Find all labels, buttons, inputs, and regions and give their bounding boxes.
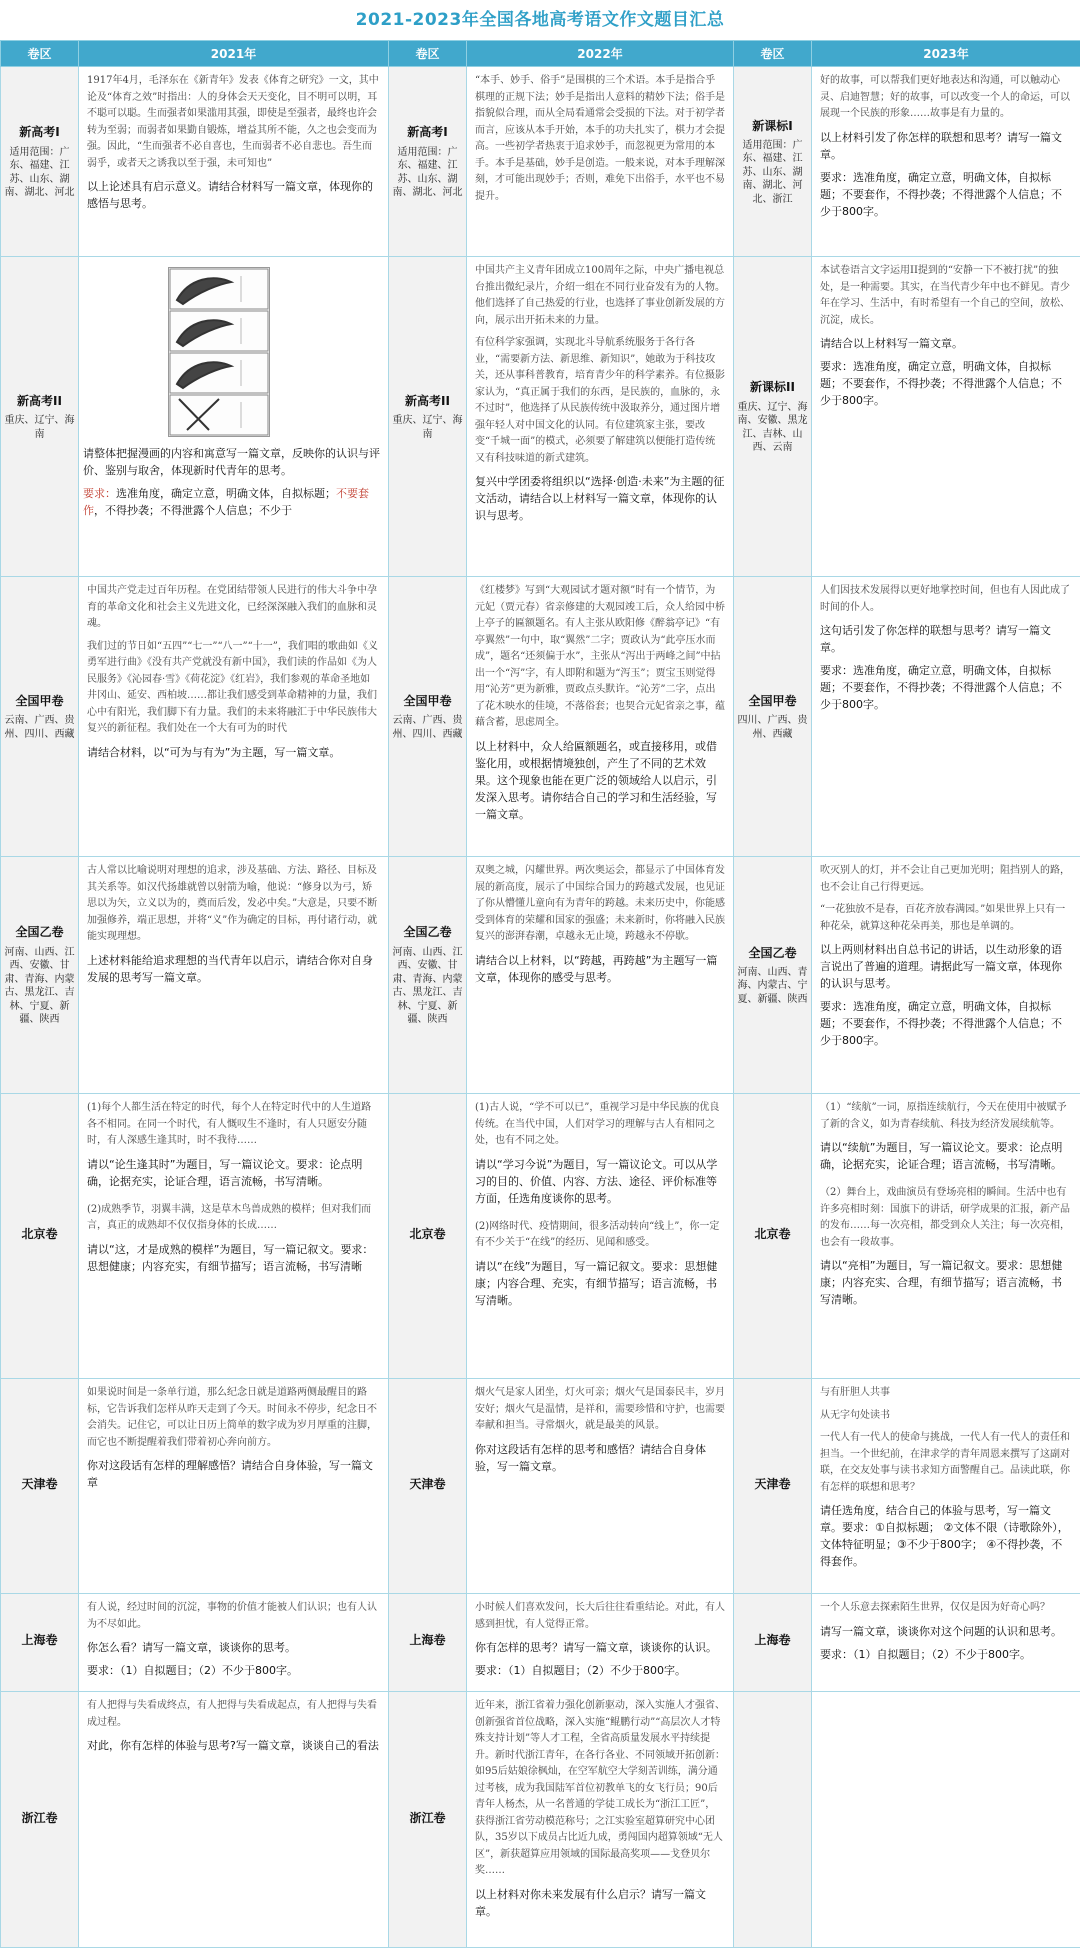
region-cell	[389, 577, 467, 857]
prompt-instruction: 你有怎样的思考？请写一篇文章，谈谈你的认识。	[475, 1639, 725, 1656]
prompt-instruction: 请以“在线”为题目，写一篇记叙文。要求：思想健康；内容合理、充实，有细节描写；语言流畅，书写清晰。	[475, 1258, 725, 1309]
region-cell	[1, 1594, 79, 1692]
prompt-material: 人们因技术发展得以更好地掌控时间，但也有人因此成了时间的仆人。	[820, 583, 1072, 616]
table-row	[1, 577, 1080, 857]
region-scope: 重庆、辽宁、海南、安徽、黑龙江、吉林、山西、云南	[737, 401, 808, 455]
prompt-cell-2022	[467, 1594, 734, 1692]
region-cell	[1, 257, 79, 577]
table-row	[1, 857, 1080, 1094]
region-scope: 云南、广西、贵州、四川、西藏	[392, 714, 463, 741]
region-scope: 河南、山西、江西、安徽、甘肃、青海、内蒙古、黑龙江、吉林、宁夏、新疆、陕西	[4, 946, 75, 1027]
prompt-cell-2023	[812, 1692, 1080, 1948]
prompt-cell-2022	[467, 257, 734, 577]
region-name: 上海卷	[4, 1631, 75, 1650]
prompt-instruction: 这句话引发了你怎样的联想与思考？请写一篇文章。	[820, 622, 1072, 656]
prompt-instruction: 要求：（1）自拟题目；（2）不少于800字。	[87, 1662, 380, 1679]
prompt-cell-2023	[812, 1094, 1080, 1379]
region-cell	[389, 857, 467, 1094]
comic-panels	[169, 268, 269, 436]
prompt-instruction: 要求：选准角度，确定立意，明确文体，自拟标题；不要套作，不得抄袭；不得泄露个人信息；不少于800字。	[820, 998, 1072, 1049]
col-header-2021: 2021年	[79, 41, 389, 67]
region-cell	[734, 1094, 812, 1379]
region-name: 北京卷	[4, 1225, 75, 1244]
prompt-material: (2)成熟季节，羽翼丰满，这是草木鸟兽成熟的模样；但对我们而言，真正的成熟却不仅仅指身体的长成……	[87, 1202, 380, 1235]
table-row	[1, 67, 1080, 257]
region-cell	[389, 1594, 467, 1692]
prompt-cell-2023	[812, 1594, 1080, 1692]
region-cell	[734, 1594, 812, 1692]
prompt-material: （2）舞台上，戏曲演员有登场亮相的瞬间。生活中也有许多亮相时刻：国旗下的讲话，研学成果的汇报，新产品的发布……每一次亮相，都受到众人关注；每一次亮相，也会有一段故事。	[820, 1185, 1072, 1251]
table-row	[1, 1379, 1080, 1594]
region-cell	[734, 67, 812, 257]
prompt-instruction: 要求：选准角度，确定立意，明确文体，自拟标题；不要套作，不得抄袭；不得泄露个人信息；不少于800字。	[820, 662, 1072, 713]
col-header-2022: 2022年	[467, 41, 734, 67]
prompt-material: (1)每个人都生活在特定的时代，每个人在特定时代中的人生道路各不相同。在同一个时代，有人慨叹生不逢时，有人只愿安分随时，有人深感生逢其时，时不我待……	[87, 1100, 380, 1150]
prompt-material: 中国共产党走过百年历程。在党团结带领人民进行的伟大斗争中孕育的革命文化和社会主义先进文化，已经深深融入我们的血脉和灵魂。	[87, 583, 380, 633]
prompt-material: 我们过的节日如“五四”“七一”“八一”“十一”，我们唱的歌曲如《义勇军进行曲》《没有共产党就没有新中国》，我们读的作品如《为人民服务》《沁园春·雪》《荷花淀》《红岩》，我们参观的革命圣地如井冈山、延安、西柏坡……都让我们感受到革命精神的力量，我们心中有阳光，我们脚下有力量。我们的未来将融汇于中华民族伟大复兴的新征程。我们处在一个大有可为的时代	[87, 639, 380, 738]
prompt-instruction: 请写一篇文章，谈谈你对这个问题的认识和思考。	[820, 1623, 1072, 1640]
prompt-cell-2022	[467, 1379, 734, 1594]
prompt-instruction: 你对这段话有怎样的理解感悟？请结合自身体验，写一篇文章	[87, 1457, 380, 1491]
prompt-material: 小时候人们喜欢发问，长大后往往看重结论。对此，有人感到担忧，有人觉得正常。	[475, 1600, 725, 1633]
requirement-label: 不要套作	[83, 487, 369, 517]
table-row	[1, 1094, 1080, 1379]
prompt-instruction: 请以“续航”为题目，写一篇议论文。要求：论点明确，论据充实，论证合理；语言流畅，书写清晰。	[820, 1139, 1072, 1173]
prompt-material: 双奥之城，闪耀世界。两次奥运会，都显示了中国体育发展的新高度，展示了中国综合国力的跨越式发展，也见证了你从懵懂儿童向有为青年的跨越。未来历史中，你能感受到体育的荣耀和国家的强盛；未来新时，你将融入民族复兴的澎湃春潮，卓越永无止境，跨越永不停歇。	[475, 863, 725, 946]
region-scope: 重庆、辽宁、海南	[4, 414, 75, 441]
table-row	[1, 257, 1080, 577]
prompt-material: 烟火气是家人团坐，灯火可亲；烟火气是国泰民丰，岁月安好；烟火气是温情，是祥和，需要珍惜和守护，也需要奉献和担当。寻常烟火，就是最美的风景。	[475, 1385, 725, 1435]
prompt-instruction: 请以“论生逢其时”为题目，写一篇议论文。要求：论点明确，论据充实，论证合理，语言流畅，书写清晰。	[87, 1156, 380, 1190]
region-cell	[1, 577, 79, 857]
page-title: 2021-2023年全国各地高考语文作文题目汇总	[0, 0, 1080, 40]
region-name: 全国乙卷	[4, 923, 75, 942]
region-name: 天津卷	[737, 1475, 808, 1494]
prompt-instruction: 以上论述具有启示意义。请结合材料写一篇文章，体现你的感悟与思考。	[87, 178, 380, 212]
prompt-instruction: 复兴中学团委将组织以“选择·创造·未来”为主题的征文活动，请结合以上材料写一篇文章，体现你的认识与思考。	[475, 473, 725, 524]
prompt-material: 从无字句处读书	[820, 1408, 1072, 1425]
region-name: 新课标I	[737, 117, 808, 136]
prompt-material: 中国共产主义青年团成立100周年之际，中央广播电视总台推出微纪录片，介绍一组在不同行业奋发有为的人物。他们选择了自己热爱的行业，也选择了事业创新发展的方向，展示出开拓未来的力量。	[475, 263, 725, 329]
table-row	[1, 1692, 1080, 1948]
prompt-instruction: 要求：选准角度，确定立意，明确文体，自拟标题；不要套作，不得抄袭；不得泄露个人信息；不少于800字。	[820, 358, 1072, 409]
prompt-material: 古人常以比喻说明对理想的追求，涉及基础、方法、路径、目标及其关系等。如汉代扬雄就曾以射箭为喻，他说：“修身以为弓，矫思以为矢，立义以为的，奠而后发，发必中矣。”大意是，只要不断加强修养，端正思想，并将“义”作为确定的目标，再付诸行动，就能实现理想。	[87, 863, 380, 946]
comic-illustration	[168, 267, 270, 437]
region-cell	[1, 67, 79, 257]
region-cell	[734, 1379, 812, 1594]
requirement-text: ，不得抄袭；不得泄露个人信息；不少于	[94, 504, 292, 517]
header-row	[1, 41, 1080, 67]
region-cell	[389, 67, 467, 257]
prompt-instruction: 请以“亮相”为题目，写一篇记叙文。要求：思想健康；内容充实、合理，有细节描写；语言流畅，书写清晰。	[820, 1257, 1072, 1308]
prompt-material: （1）“续航”一词，原指连续航行，今天在使用中被赋予了新的含义，如为青春续航、科技为经济发展续航等。	[820, 1100, 1072, 1133]
region-cell	[1, 1692, 79, 1948]
prompt-instruction: 要求：（1）自拟题目；（2）不少于800字。	[820, 1646, 1072, 1663]
prompt-cell-2022	[467, 67, 734, 257]
prompt-material: 有人说，经过时间的沉淀，事物的价值才能被人们认识；也有人认为不尽如此。	[87, 1600, 380, 1633]
region-cell	[1, 1094, 79, 1379]
prompt-cell-2023	[812, 67, 1080, 257]
prompt-material: (1)古人说，“学不可以已”，重视学习是中华民族的优良传统。在当代中国，人们对学习的理解与古人有相同之处，也有不同之处。	[475, 1100, 725, 1150]
prompt-cell-2021	[79, 857, 389, 1094]
prompt-cell-2022	[467, 857, 734, 1094]
prompt-cell-2021	[79, 67, 389, 257]
table-row	[1, 1594, 1080, 1692]
region-scope: 四川、广西、贵州、西藏	[737, 714, 808, 741]
region-name: 天津卷	[392, 1475, 463, 1494]
prompt-instruction: 要求：选准角度，确定立意，明确文体，自拟标题；不要套作，不得抄袭；不得泄露个人信息；不少于800字。	[820, 169, 1072, 220]
region-cell	[389, 1094, 467, 1379]
prompt-cell-2023	[812, 577, 1080, 857]
region-name: 全国甲卷	[4, 692, 75, 711]
prompt-instruction: 请结合材料，以“可为与有为”为主题，写一篇文章。	[87, 744, 380, 761]
prompt-instruction: 上述材料能给追求理想的当代青年以启示，请结合你对自身发展的思考写一篇文章。	[87, 952, 380, 986]
region-scope: 适用范围：广东、福建、江苏、山东、湖南、湖北、河北	[4, 146, 75, 200]
prompt-instruction: 以上两则材料出自总书记的讲话，以生动形象的语言说出了普遍的道理。请据此写一篇文章，体现你的认识与思考。	[820, 941, 1072, 992]
region-name: 天津卷	[4, 1475, 75, 1494]
region-name: 上海卷	[737, 1631, 808, 1650]
region-cell	[389, 257, 467, 577]
prompt-instruction: 请结合以上材料写一篇文章。	[820, 335, 1072, 352]
prompt-material: 一个人乐意去探索陌生世界，仅仅是因为好奇心吗？	[820, 1600, 1072, 1617]
region-name: 浙江卷	[392, 1809, 463, 1828]
prompt-material: 与有肝胆人共事	[820, 1385, 1072, 1402]
prompt-material: (2)网络时代、疫情期间，很多活动转向“线上”，你一定有不少关于“在线”的经历、见闻和感受。	[475, 1219, 725, 1252]
prompt-cell-2021	[79, 1692, 389, 1948]
prompt-instruction: 请结合以上材料，以“跨越，再跨越”为主题写一篇文章，体现你的感受与思考。	[475, 952, 725, 986]
prompt-cell-2021	[79, 257, 389, 577]
region-scope: 云南、广西、贵州、四川、西藏	[4, 714, 75, 741]
region-name: 新高考I	[392, 123, 463, 142]
prompt-cell-2021	[79, 1379, 389, 1594]
region-name: 新高考I	[4, 123, 75, 142]
prompt-cell-2021	[79, 577, 389, 857]
region-name: 新高考II	[392, 392, 463, 411]
prompt-material: 有位科学家强调，实现北斗导航系统服务于各行各业，“需要新方法、新思维、新知识”，她敢为于科技攻关，还从事科普教育，培育青少年的科学素养。有位摄影家认为，“真正属于我们的东西，是民族的，血脉的，永不过时”，他选择了从民族传统中汲取养分，通过图片增强年轻人对中国文化的认同。有位建筑家主张，要改变“千城一面”的模式，必须要了解建筑以便能打造传统又有科技味道的新式建筑。	[475, 335, 725, 467]
region-scope: 重庆、辽宁、海南	[392, 414, 463, 441]
region-name: 北京卷	[737, 1225, 808, 1244]
prompt-material: 有人把得与失看成终点，有人把得与失看成起点，有人把得与失看成过程。	[87, 1698, 380, 1731]
prompt-instruction: 请以“这，才是成熟的模样”为题目，写一篇记叙文。要求：思想健康；内容充实，有细节描写；语言流畅，书写清晰	[87, 1241, 380, 1275]
prompt-material: 好的故事，可以帮我们更好地表达和沟通，可以触动心灵、启迪智慧；好的故事，可以改变一个人的命运，可以展现一个民族的形象……故事是有力量的。	[820, 73, 1072, 123]
region-scope: 河南、山西、青海、内蒙古、宁夏、新疆、陕西	[737, 966, 808, 1007]
essay-table	[0, 40, 1080, 1948]
prompt-instruction: 要求：（1）自拟题目；（2）不少于800字。	[475, 1662, 725, 1679]
prompt-material: 本试卷语言文字运用II提到的“安静一下不被打扰”的独处，是一种需要。其实，在当代青少年中也不鲜见。青少年在学习、生活中，有时希望有一个自己的空间，放松、沉淀，成长。	[820, 263, 1072, 329]
prompt-instruction: 请整体把握漫画的内容和寓意写一篇文章，反映你的认识与评价、鉴别与取舍，体现新时代青年的思考。	[83, 445, 384, 479]
region-name: 北京卷	[392, 1225, 463, 1244]
col-header-2023: 2023年	[812, 41, 1080, 67]
region-name: 新课标II	[737, 378, 808, 397]
prompt-cell-2022	[467, 1094, 734, 1379]
prompt-instruction: 请任选角度，结合自己的体验与思考，写一篇文章。要求：①自拟标题； ②文体不限（诗歌除外），文体特征明显；③不少于800字； ④不得抄袭，不得套作。	[820, 1502, 1072, 1570]
region-name: 浙江卷	[4, 1809, 75, 1828]
requirement-label: 要求：	[83, 487, 116, 500]
region-cell	[734, 257, 812, 577]
prompt-material: 《红楼梦》写到“大观园试才题对额”时有一个情节，为元妃（贾元春）省亲修建的大观园竣工后，众人给园中桥上亭子的匾额题名。有人主张从欧阳修《醉翁亭记》“有亭翼然”一句中，取“翼然”二字；贾政认为“此亭压水而成”，题名“还须偏于水”，主张从“泻出于两峰之间”中拈出一个“泻”字，有人即附和题为“泻玉”；贾宝玉则觉得用“沁芳”更为新雅，贾政点头默许。“沁芳”二字，点出了花木映水的佳境，不落俗套；也契合元妃省亲之事，蕴藉含蓄，思虑周全。	[475, 583, 725, 732]
prompt-instruction: 你对这段话有怎样的思考和感悟？请结合自身体验，写一篇文章。	[475, 1441, 725, 1475]
prompt-cell-2021	[79, 1094, 389, 1379]
prompt-material: 1917年4月，毛泽东在《新青年》发表《体育之研究》一文，其中论及“体育之效”时指出：人的身体会天天变化，目不明可以明，耳不聪可以聪。生而强者如果滥用其强，即使是至强者，最终也许会转为至弱；而弱者如果勤自锻炼，增益其所不能，久之也会变而为强。因此，“生而强者不必自喜也，生而弱者不必自悲也。吾生而弱乎，或者天之诱我以至于强，未可知也”	[87, 73, 380, 172]
region-cell	[1, 1379, 79, 1594]
region-scope: 适用范围：广东、福建、江苏、山东、湖南、湖北、河北	[392, 146, 463, 200]
prompt-material: 吹灭别人的灯，并不会让自己更加光明；阻挡别人的路，也不会让自己行得更远。	[820, 863, 1072, 896]
region-cell	[1, 857, 79, 1094]
col-header-region: 卷区	[389, 41, 467, 67]
region-name: 全国甲卷	[737, 692, 808, 711]
region-scope: 适用范围：广东、福建、江苏、山东、湖南、湖北、河北、浙江	[737, 139, 808, 207]
prompt-material: “一花独放不是春，百花齐放春满园。”如果世界上只有一种花朵，就算这种花朵再美，那也是单调的。	[820, 902, 1072, 935]
region-cell	[734, 1692, 812, 1948]
prompt-material: “本手、妙手、俗手”是围棋的三个术语。本手是指合乎棋理的正规下法；妙手是指出人意料的精妙下法；俗手是指貌似合理，而从全局看通常会受损的下法。对于初学者而言，应该从本手开始，本手的功夫扎实了，棋力才会提高。一些初学者热衷于追求妙手，而忽视更为常用的本手。本手是基础，妙手是创造。一般来说，对本手理解深刻，才可能出现妙手；否则，难免下出俗手，水平也不易提升。	[475, 73, 725, 205]
region-cell	[734, 857, 812, 1094]
prompt-instruction: 对此，你有怎样的体验与思考?写一篇文章，谈谈自己的看法	[87, 1737, 380, 1754]
prompt-instruction: 以上材料中，众人给匾额题名，或直接移用，或借鉴化用，或根据情境独创，产生了不同的艺术效果。这个现象也能在更广泛的领域给人以启示，引发深入思考。请你结合自己的学习和生活经验，写一篇文章。	[475, 738, 725, 823]
prompt-material: 近年来，浙江省着力强化创新驱动，深入实施人才强省、创新强省首位战略，深入实施“鲲鹏行动”“高层次人才特殊支持计划”等人才工程，全省高质量发展水平持续提升。新时代浙江青年，在各行各业、不同领域开拓创新：如95后姑娘徐枫灿，在空军航空大学刻苦训练，满分通过考核，成为我国陆军首位初教单飞的女飞行员；90后青年人杨杰，从一名普通的学徒工成长为“浙江工匠”，获得浙江省劳动模范称号；之江实验室超算研究中心团队，35岁以下成员占比近九成，勇闯国内超算领域“无人区”，新获超算应用领域的国际最高奖项——戈登贝尔奖……	[475, 1698, 725, 1880]
region-name: 全国甲卷	[392, 692, 463, 711]
prompt-instruction: 以上材料引发了你怎样的联想和思考？请写一篇文章。	[820, 129, 1072, 163]
prompt-cell-2021	[79, 1594, 389, 1692]
region-cell	[734, 577, 812, 857]
prompt-cell-2023	[812, 257, 1080, 577]
prompt-cell-2022	[467, 577, 734, 857]
prompt-material: 一代人有一代人的使命与挑战，一代人有一代人的责任和担当。一个世纪前，在津求学的青年周恩来撰写了这副对联，在交友处事与读书求知方面警醒自己。品读此联，你有怎样的联想和思考？	[820, 1430, 1072, 1496]
col-header-region: 卷区	[734, 41, 812, 67]
prompt-instruction: 你怎么看？请写一篇文章，谈谈你的思考。	[87, 1639, 380, 1656]
prompt-cell-2023	[812, 1379, 1080, 1594]
col-header-region: 卷区	[1, 41, 79, 67]
region-name: 全国乙卷	[392, 923, 463, 942]
prompt-instruction: 请以“学习今说”为题目，写一篇议论文。可以从学习的目的、价值、内容、方法、途径、评价标准等方面，任选角度谈你的思考。	[475, 1156, 725, 1207]
prompt-material: 如果说时间是一条单行道，那么纪念日就是道路两侧最醒目的路标，它告诉我们怎样从昨天走到了今天。时间永不停步，纪念日不会消失。记住它，可以让日历上简单的数字成为岁月厚重的注脚，而它也不断提醒着我们带着初心奔向前方。	[87, 1385, 380, 1451]
requirement-text: 选准角度，确定立意，明确文体，自拟标题；	[116, 487, 336, 500]
region-scope: 河南、山西、江西、安徽、甘肃、青海、内蒙古、黑龙江、吉林、宁夏、新疆、陕西	[392, 946, 463, 1027]
region-name: 全国乙卷	[737, 944, 808, 963]
region-cell	[389, 1692, 467, 1948]
prompt-cell-2022	[467, 1692, 734, 1948]
prompt-instruction: 以上材料对你未来发展有什么启示？请写一篇文章。	[475, 1886, 725, 1920]
region-name: 上海卷	[392, 1631, 463, 1650]
region-name: 新高考II	[4, 392, 75, 411]
prompt-requirements	[83, 485, 384, 519]
region-cell	[389, 1379, 467, 1594]
prompt-cell-2023	[812, 857, 1080, 1094]
